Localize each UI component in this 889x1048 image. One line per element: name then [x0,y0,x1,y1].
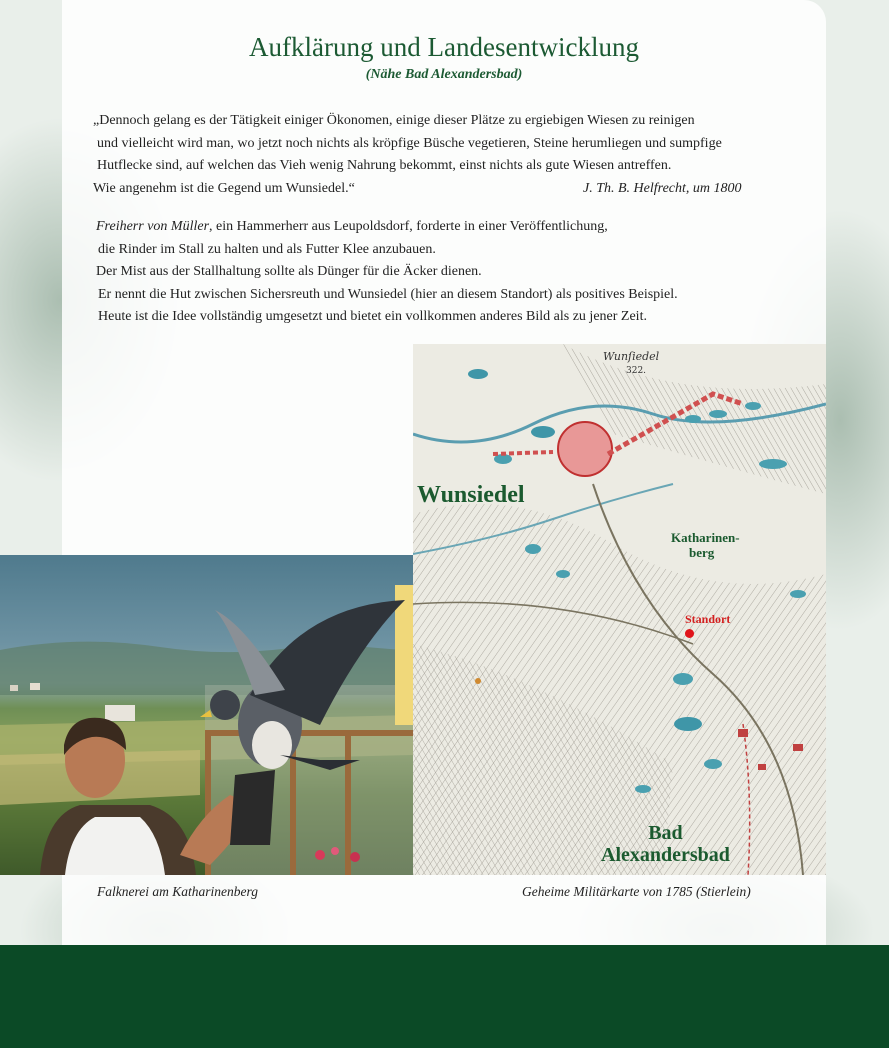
map-old-script: Wunſiedel [603,350,660,363]
map-label-wunsiedel: Wunsiedel [417,482,525,508]
falconry-photo [0,555,413,875]
person-name: Freiherr von Müller [96,219,210,234]
paragraph-line: die Rinder im Stall zu halten und als Futter Klee anzubauen. [98,241,436,257]
quote-line: Hutflecke sind, auf welchen das Vieh wenig Nahrung bekommt, einst nichts als gute Wiesen antreffen. [97,158,672,174]
quote-line: Wie angenehm ist die Gegend um Wunsiedel.“ [93,180,355,196]
page-subtitle: (Nähe Bad Alexandersbad) [365,67,523,82]
quote-author: J. Th. B. Helfrecht, um 1800 [583,180,742,196]
historic-quote [93,110,793,200]
map-label-bad-alexandersbad [601,822,730,866]
map-label-bad-line2: Alexandersbad [601,844,730,866]
standort-marker [685,629,694,638]
paragraph-line: Der Mist aus der Stallhaltung sollte als Dünger für die Äcker dienen. [96,264,482,280]
page-title: Aufklärung und Landesentwicklung [249,32,639,62]
map-caption: Geheime Militärkarte von 1785 (Stierlein) [522,884,751,899]
paragraph-line: , ein Hammerherr aus Leupoldsdorf, forderte in einer Veröffentlichung, [209,219,608,234]
quote-line: und vielleicht wird man, wo jetzt noch nichts als kröpfige Büsche vegetieren, Steine herumliegen und sumpfige [97,135,722,151]
map-label-bad-line1: Bad [648,822,683,844]
body-paragraph [96,216,806,329]
historic-map [413,344,826,875]
quote-line: „Dennoch gelang es der Tätigkeit einiger Ökonomen, einige dieser Plätze zu ergiebigen Wiesen zu reinigen [93,113,695,128]
map-old-number: 322. [626,366,647,376]
paragraph-line: Er nennt die Hut zwischen Sichersreuth und Wunsiedel (hier an diesem Standort) als positives Beispiel. [98,286,678,302]
map-label-katharinenberg-line1: Katharinen- [671,530,740,545]
map-label-katharinenberg-line2: berg [689,545,715,560]
map-label-katharinenberg [671,530,740,560]
footer-band [0,945,889,1048]
map-label-standort: Standort [685,612,731,626]
photo-caption: Falknerei am Katharinenberg [97,884,258,899]
paragraph-line: Heute ist die Idee vollständig umgesetzt und bietet ein vollkommen anderes Bild als zu jener Zeit. [98,309,647,325]
